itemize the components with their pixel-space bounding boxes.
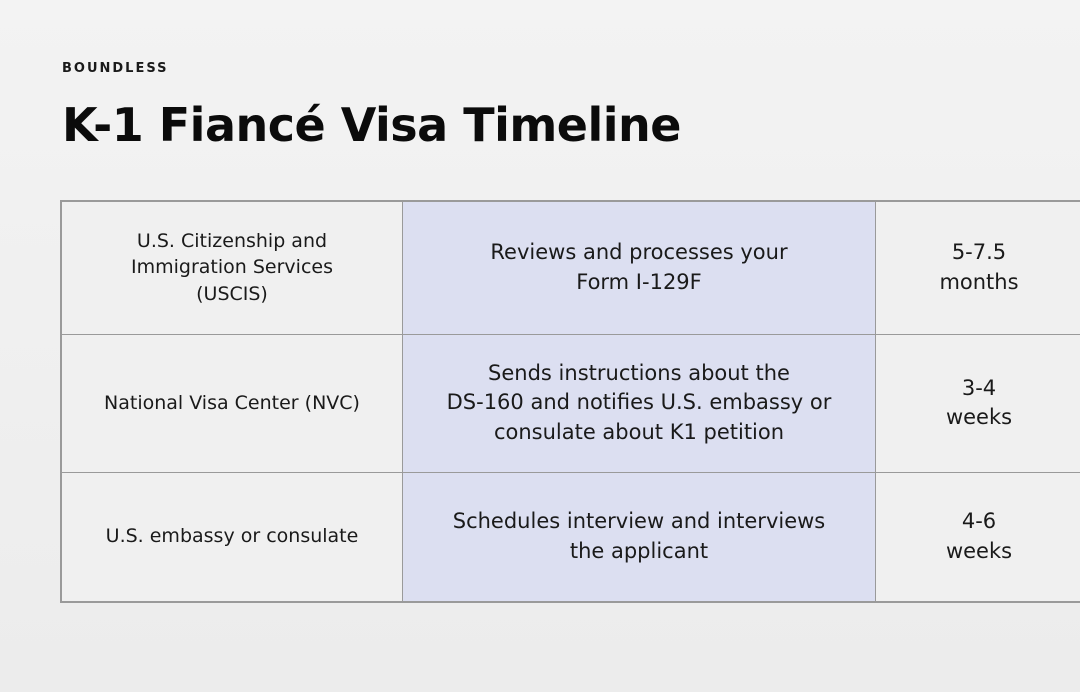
duration-cell xyxy=(876,472,1080,602)
action-cell xyxy=(403,201,876,334)
action-cell xyxy=(403,334,876,472)
agency-cell xyxy=(61,334,403,472)
timeline-table xyxy=(60,200,1080,603)
agency-text: U.S. embassy or consulate xyxy=(105,525,359,548)
action-cell xyxy=(403,472,876,602)
action-text: Schedules interview and interviews the applicant xyxy=(452,509,826,563)
brand-label: BOUNDLESS xyxy=(62,61,169,76)
duration-text: 3-4 weeks xyxy=(945,375,1013,429)
table-row xyxy=(61,472,1080,602)
action-text: Reviews and processes your Form I-129F xyxy=(490,240,788,294)
duration-text: 4-6 weeks xyxy=(945,509,1013,563)
agency-cell xyxy=(61,201,403,334)
action-text: Sends instructions about the DS-160 and notifies U.S. embassy or consulate about K1 petition xyxy=(446,360,832,444)
page-title: K-1 Fiancé Visa Timeline xyxy=(62,98,681,152)
agency-text: National Visa Center (NVC) xyxy=(104,391,360,414)
duration-cell xyxy=(876,201,1080,334)
agency-cell xyxy=(61,472,403,602)
table-row xyxy=(61,334,1080,472)
agency-text: U.S. Citizenship and Immigration Services (USCIS) xyxy=(131,229,333,306)
duration-cell xyxy=(876,334,1080,472)
duration-text: 5-7.5 months xyxy=(939,240,1019,294)
table-row xyxy=(61,201,1080,334)
